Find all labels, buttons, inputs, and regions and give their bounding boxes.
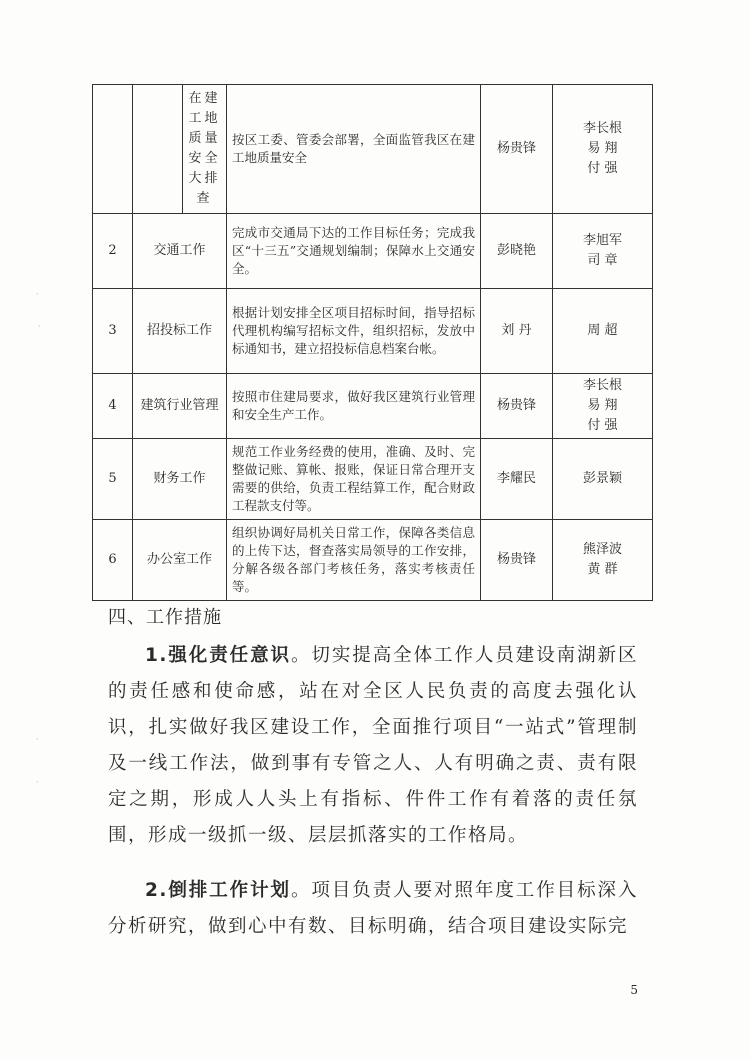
scan-speck: ·: [36, 778, 39, 787]
scan-speck: ·: [36, 735, 39, 744]
measure-paragraph-1: [108, 638, 638, 854]
row-number: 2: [93, 214, 133, 289]
task-content: 组织协调好局机关日常工作，保障各类信息的上传下达，督查落实局领导的工作安排，分解各级各部门考核任务，落实考核责任等。: [227, 520, 481, 601]
measure-2-title: 2.倒排工作计划: [145, 880, 291, 901]
row-number: 4: [93, 374, 133, 439]
responsible-person: 杨贵锋: [481, 520, 553, 601]
page-number: 5: [630, 983, 638, 997]
task-name: 建筑行业管理: [133, 374, 227, 439]
leader-names: 李长根 易 翔 付 强: [553, 374, 653, 439]
leader-names: 李旭军 司 章: [553, 214, 653, 289]
task-content: 根据计划安排全区项目招标时间，指导招标代理机构编写招标文件，组织招标，发放中标通知书，建立招投标信息档案台帐。: [227, 289, 481, 374]
row-number: 6: [93, 520, 133, 601]
task-name: 财务工作: [133, 439, 227, 520]
table-row: [93, 214, 653, 289]
leader-names: 周 超: [553, 289, 653, 374]
task-content: 完成市交通局下达的工作目标任务；完成我区“十三五”交通规划编制；保障水上交通安全。: [227, 214, 481, 289]
task-name: 招投标工作: [133, 289, 227, 374]
table-row: [93, 520, 653, 601]
leader-names: 熊泽波 黄 群: [553, 520, 653, 601]
responsible-person: 彭晓艳: [481, 214, 553, 289]
table-row: [93, 439, 653, 520]
responsible-person: 刘 丹: [481, 289, 553, 374]
task-name: 交通工作: [133, 214, 227, 289]
scan-speck: ·: [38, 322, 41, 331]
row-number: [93, 85, 133, 214]
work-table-container: [92, 84, 652, 601]
task-content: 按区工委、管委会部署，全面监管我区在建工地质量安全: [227, 85, 481, 214]
work-task-table-body: [93, 85, 653, 601]
leader-names: 李长根 易 翔 付 强: [553, 85, 653, 214]
table-row: [93, 289, 653, 374]
measure-paragraph-2: [108, 873, 638, 945]
task-content: 按照市住建局要求，做好我区建筑行业管理和安全生产工作。: [227, 374, 481, 439]
measure-1-title: 1.强化责任意识: [145, 645, 291, 666]
task-content: 规范工作业务经费的使用，准确、及时、完整做记账、算帐、报账，保证日常合理开支需要的供给，负责工程结算工作，配合财政工程款支付等。: [227, 439, 481, 520]
responsible-person: 杨贵锋: [481, 374, 553, 439]
sub-task-name: 在建工地质量安全大排查: [183, 85, 227, 214]
leader-names: 彭景颖: [553, 439, 653, 520]
task-name: 办公室工作: [133, 520, 227, 601]
measure-2-text: 。项目负责人要对照年度工作目标深入分析研究，做到心中有数、目标明确，结合项目建设实际完: [108, 880, 638, 937]
table-row: [93, 85, 653, 214]
scan-speck: ·: [36, 290, 39, 299]
responsible-person: 李耀民: [481, 439, 553, 520]
row-number: 3: [93, 289, 133, 374]
work-task-table: [92, 84, 653, 601]
task-name: [133, 85, 183, 214]
measure-1-text: 。切实提高全体工作人员建设南湖新区的责任感和使命感，站在对全区人民负责的高度去强化认识，扎实做好我区建设工作，全面推行项目“一站式”管理制及一线工作法，做到事有专管之人、人有明确之责、责有限定之期，形成人人头上有指标、件件工作有着落的责任氛围，形成一级抓一级、层层抓落实的工作格局。: [108, 645, 638, 846]
section-heading: 四、工作措施: [108, 607, 222, 628]
table-row: [93, 374, 653, 439]
row-number: 5: [93, 439, 133, 520]
responsible-person: 杨贵锋: [481, 85, 553, 214]
